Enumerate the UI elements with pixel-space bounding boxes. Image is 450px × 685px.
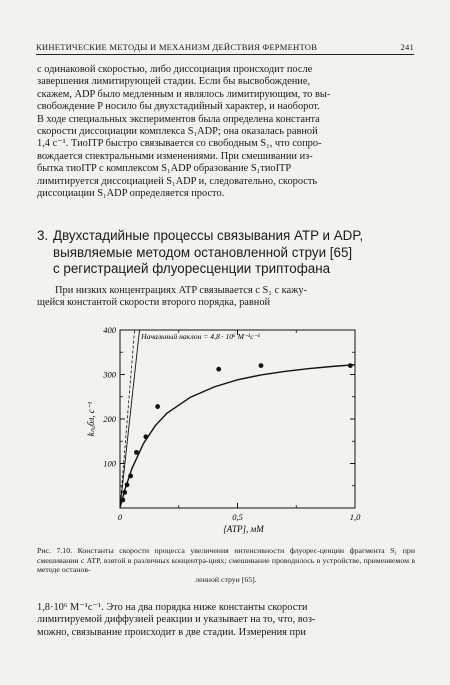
y-tick-label: 300 (103, 369, 116, 380)
figure-7-10-chart (80, 320, 370, 542)
y-axis-label: kₙₐбл, с⁻¹ (86, 401, 96, 437)
section-title-line: с регистрацией флуоресценции триптофана (53, 261, 331, 277)
section-title-line: выявляемые методом остановленной струи [65] (53, 244, 353, 260)
text-line: При низких концентрациях ATP связывается с S₁ с кажу- (55, 285, 308, 296)
text-line: завершения лимитирующей стадии. Если бы высвобождение, (37, 76, 311, 88)
section-heading (37, 228, 417, 278)
y-tick-label: 200 (103, 414, 116, 424)
text-line: лимитируемой диффузией реакции и указывает на то, что, воз- (37, 614, 316, 626)
text-line: скорости диссоциации комплекса S₁ADP; она оказалась равной (37, 126, 318, 138)
fit-curve (120, 365, 355, 508)
running-header (36, 38, 414, 55)
text-line: с одинаковой скоростью, либо диссоциация происходит после (37, 64, 313, 75)
text-line: В ходе специальных экспериментов была определена константа (37, 113, 320, 125)
paragraph-3 (37, 602, 415, 639)
data-point (259, 363, 264, 368)
section-title-line: Двухстадийные процессы связывания ATP и ADP, (53, 228, 364, 243)
text-line: 1,8·10⁶ М⁻¹с⁻¹. Это на два порядка ниже константы скорости (37, 602, 308, 613)
initial-slope-annotation: Начальный наклон = 4,8 · 10⁶ М⁻¹с⁻¹ (141, 332, 260, 341)
text-line: щейся константой скорости второго порядка, равной (37, 297, 271, 309)
figure-caption (37, 546, 415, 584)
data-point (216, 367, 221, 372)
x-axis-label: [ATP], мМ (223, 524, 264, 534)
text-line: скажем, ADP было медленным и являлось лимитирующим, то вы- (37, 88, 331, 100)
page-number: 241 (400, 42, 414, 52)
data-point (155, 404, 160, 409)
y-tick-label: 100 (103, 458, 116, 469)
text-line: диссоциации S₁ADP определяется просто. (37, 188, 225, 200)
text-line: лимитируется диссоциацией S₁ADP и, следовательно, скорость (37, 175, 318, 187)
paragraph-2 (37, 285, 415, 310)
running-title: КИНЕТИЧЕСКИЕ МЕТОДЫ И МЕХАНИЗМ ДЕЙСТВИЯ ФЕРМЕНТОВ (36, 42, 318, 52)
plot-frame (120, 330, 355, 508)
text-line: 1,4 с⁻¹. ТиоITP быстро связывается со свободным S₁, что сопро- (37, 138, 322, 150)
section-number: 3. (37, 228, 49, 243)
caption-label: Рис. 7.10. (37, 546, 73, 555)
caption-last-line: ленной струи [65]. (195, 574, 257, 584)
paragraph-1 (37, 64, 415, 200)
text-line: вождается спектральными изменениями. При смешивании из- (37, 150, 313, 162)
text-line: можно, связывание происходит в две стадии. Измерения при (37, 626, 306, 638)
x-tick-label: 0,5 (232, 512, 243, 522)
x-tick-label: 0 (117, 512, 123, 522)
y-tick-label: 400 (103, 325, 116, 335)
text-line: бытка тиоITP с комплексом S₁ADP образование S₁тиоITP (37, 163, 292, 175)
caption-text: Константы скорости процесса увеличения интенсивности флуорес-ценции фрагмента S₁ при смешивании с ATP, взятой в различных концентра-циях; смешивание проводилось в устройстве, применяемом в методе останов- (37, 546, 415, 575)
text-line: свобождение P носило бы двухстадийный характер, и наоборот. (37, 101, 320, 113)
x-tick-label: 1,0 (349, 512, 361, 522)
